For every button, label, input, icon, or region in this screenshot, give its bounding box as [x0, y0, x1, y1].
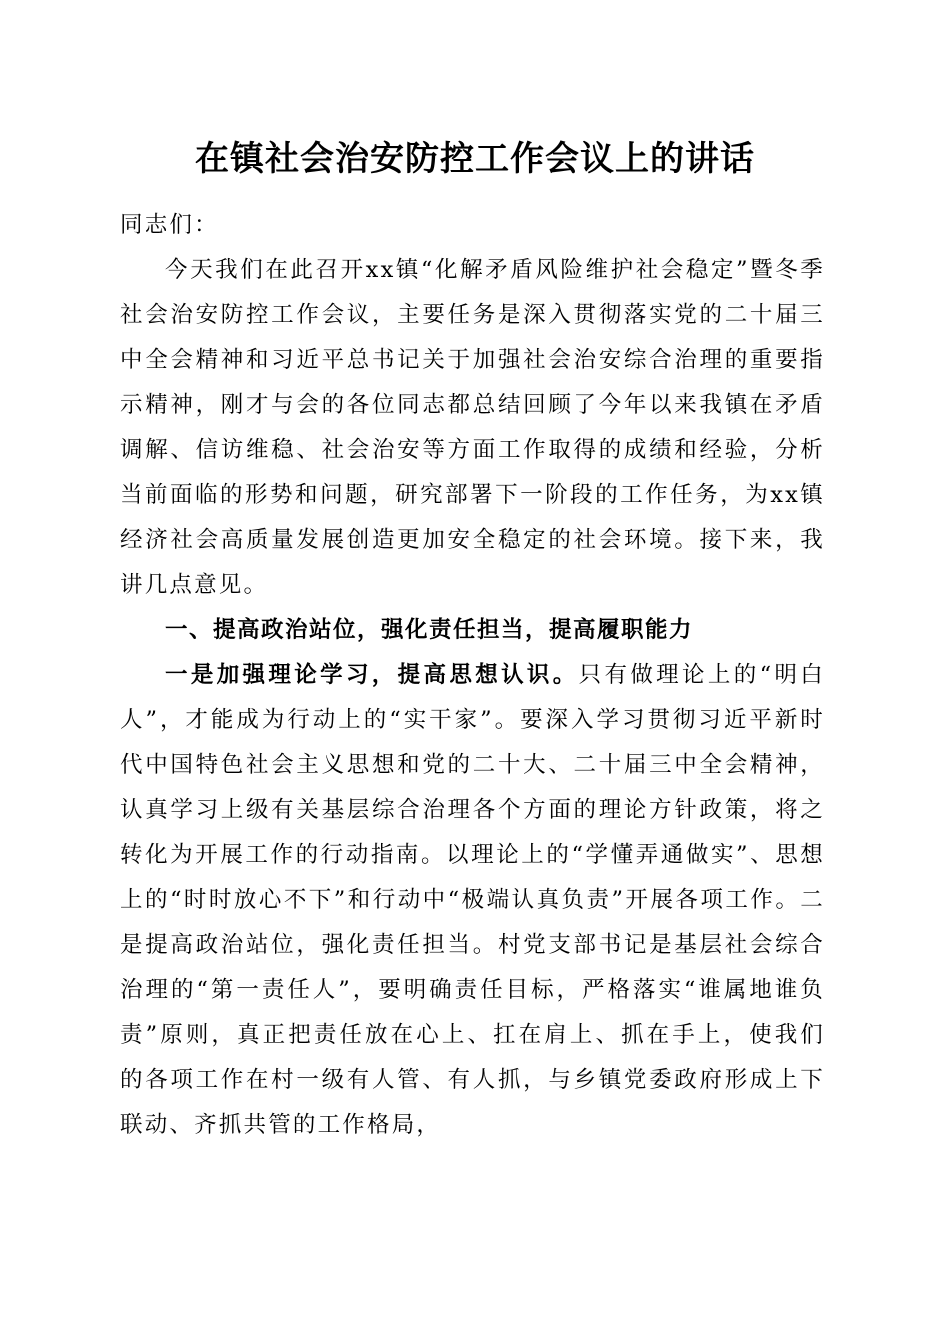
section-1-text: 只有做理论上的“明白人”，才能成为行动上的“实干家”。要深入学习贯彻习近平新时代中国特色社会主义思想和党的二十大、二十届三中全会精神，认真学习上级有关基层综合治理各个方面的理论方针政策，将之转化为开展工作的行动指南。以理论上的“学懂弄通做实”、思想上的“时时放心不下”和行动中“极端认真负责”开展各项工作。二是提高政治站位，强化责任担当。村党支部书记是基层社会综合治理的“第一责任人”，要明确责任目标，严格落实“谁属地谁负责”原则，真正把责任放在心上、扛在肩上、抓在手上，使我们的各项工作在村一级有人管、有人抓，与乡镇党委政府形成上下联动、齐抓共管的工作格局， — [120, 662, 825, 1138]
section-1-heading: 一、提高政治站位，强化责任担当，提高履职能力 — [165, 617, 694, 643]
salutation: 同志们： — [120, 212, 219, 238]
section-1-lead-sentence: 一是加强理论学习，提高思想认识。 — [165, 662, 579, 688]
section-1-paragraph — [120, 653, 825, 1148]
intro-paragraph: 今天我们在此召开xx镇“化解矛盾风险维护社会稳定”暨冬季社会治安防控工作会议，主要任务是深入贯彻落实党的二十届三中全会精神和习近平总书记关于加强社会治安综合治理的重要指示精神，刚才与会的各位同志都总结回顾了今年以来我镇在矛盾调解、信访维稳、社会治安等方面工作取得的成绩和经验，分析当前面临的形势和问题，研究部署下一阶段的工作任务，为xx镇经济社会高质量发展创造更加安全稳定的社会环境。接下来，我讲几点意见。 — [120, 257, 825, 598]
document-title: 在镇社会治安防控工作会议上的讲话 — [195, 139, 755, 179]
document-body — [120, 203, 825, 1148]
